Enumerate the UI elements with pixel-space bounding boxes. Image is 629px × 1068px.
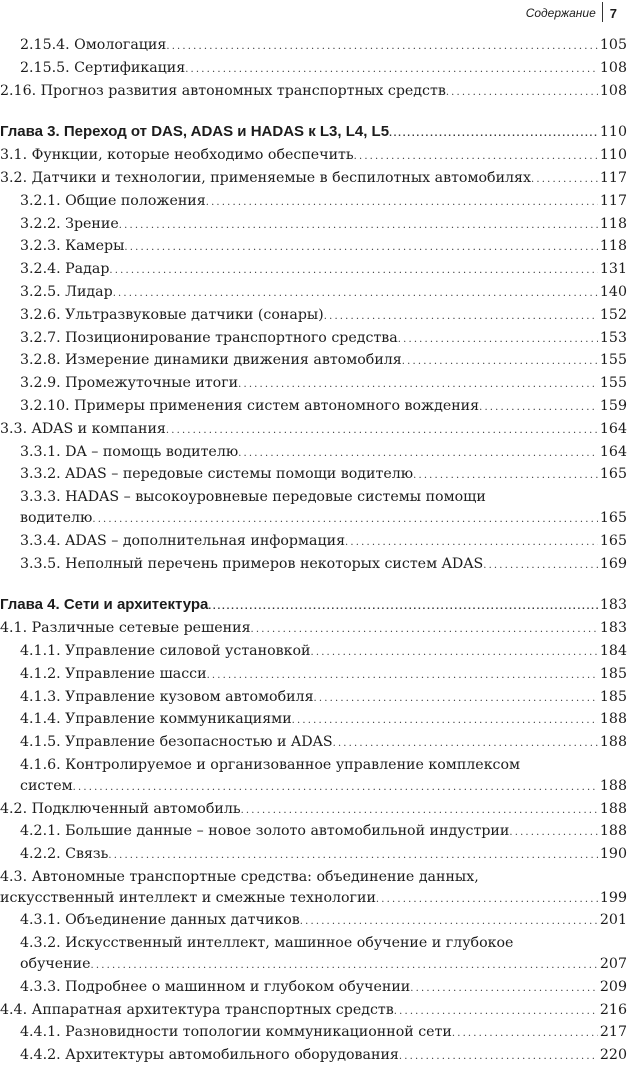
page-number: 7 — [609, 6, 617, 21]
toc-chapter-heading[interactable]: Глава 3. Переход от DAS, ADAS и HADAS к L3, L4, L5 . . . 110 — [0, 122, 627, 145]
toc-entry[interactable]: 4.1.3. Управление кузовом автомобиля . . . 185 — [0, 687, 627, 710]
toc-entry-first-line[interactable]: 4.3.2. Искусственный интеллект, машинное обучение и глубокое — [20, 935, 514, 952]
running-header-title: Содержание — [525, 6, 596, 20]
toc-entry[interactable]: 4.1.2. Управление шасси . . . 185 — [0, 664, 627, 687]
toc-entry[interactable]: 3.2.2. Зрение . . . 118 — [0, 214, 627, 237]
toc-entry[interactable]: 3.2.3. Камеры . . . 118 — [0, 236, 627, 259]
toc-entry[interactable]: 4.1. Различные сетевые решения . . . 183 — [0, 618, 627, 641]
toc-entry[interactable]: 3.3.1. DA – помощь водителю . . . 164 — [0, 442, 627, 465]
toc-entry[interactable]: 4.2.2. Связь . . . 190 — [0, 844, 627, 867]
toc-entry[interactable]: 4.4.2. Архитектуры автомобильного оборудования . . . 220 — [0, 1045, 627, 1068]
toc-entry[interactable]: 3.2.5. Лидар . . . 140 — [0, 282, 627, 305]
header-divider — [602, 2, 603, 22]
toc-entry[interactable]: 4.1.1. Управление силовой установкой . . . 184 — [0, 641, 627, 664]
toc-entry[interactable]: 3.2.7. Позиционирование транспортного средства . . . 153 — [0, 328, 627, 351]
toc-entry[interactable]: 4.3.1. Объединение данных датчиков . . . 201 — [0, 910, 627, 933]
toc-entry[interactable]: 4.4. Аппаратная архитектура транспортных средств . . . 216 — [0, 1000, 627, 1023]
toc-entry[interactable]: 3.2.4. Радар . . . 131 — [0, 259, 627, 282]
toc-entry[interactable]: 4.1.4. Управление коммуникациями . . . 188 — [0, 709, 627, 732]
toc-entry[interactable]: 4.2. Подключенный автомобиль . . . 188 — [0, 799, 627, 822]
toc-entry-first-line[interactable]: 3.3.3. HADAS – высокоуровневые передовые системы помощи — [20, 489, 486, 506]
toc-entry-continuation[interactable]: водителю . . . 165 — [0, 508, 627, 531]
toc-entry[interactable]: 2.16. Прогноз развития автономных транспортных средств . . . 108 — [0, 81, 627, 104]
toc-entry[interactable]: 4.2.1. Большие данные – новое золото автомобильной индустрии . . . 188 — [0, 821, 627, 844]
toc-entry[interactable]: 4.4.1. Разновидности топологии коммуникационной сети . . . 217 — [0, 1022, 627, 1045]
toc-entry[interactable]: 2.15.5. Сертификация . . . 108 — [0, 58, 627, 81]
toc-entry[interactable]: 3.2. Датчики и технологии, применяемые в беспилотных автомобилях . . . 117 — [0, 168, 627, 191]
running-header — [526, 0, 629, 34]
toc-entry[interactable]: 3.1. Функции, которые необходимо обеспечить . . . 110 — [0, 145, 627, 168]
toc-entry-continuation[interactable]: обучение . . . 207 — [0, 954, 627, 977]
toc-entry[interactable]: 3.3.2. ADAS – передовые системы помощи водителю . . . 165 — [0, 464, 627, 487]
table-of-contents — [0, 35, 627, 1068]
toc-entry[interactable]: 3.2.6. Ультразвуковые датчики (сонары) . . . 152 — [0, 305, 627, 328]
toc-entry[interactable]: 3.3.4. ADAS – дополнительная информация . . . 165 — [0, 531, 627, 554]
toc-chapter-heading[interactable]: Глава 4. Сети и архитектура . . . 183 — [0, 595, 627, 618]
toc-entry[interactable]: 4.1.5. Управление безопасностью и ADAS . . . 188 — [0, 732, 627, 755]
toc-entry-continuation[interactable]: систем . . . 188 — [0, 776, 627, 799]
toc-entry[interactable]: 3.2.1. Общие положения . . . 117 — [0, 191, 627, 214]
toc-entry[interactable]: 4.3.3. Подробнее о машинном и глубоком обучении . . . 209 — [0, 977, 627, 1000]
toc-entry[interactable]: 3.3.5. Неполный перечень примеров некоторых систем ADAS . . . 169 — [0, 554, 627, 577]
toc-entry[interactable]: 3.3. ADAS и компания . . . 164 — [0, 419, 627, 442]
toc-entry-continuation[interactable]: искусственный интеллект и смежные технологии . . . 199 — [0, 888, 627, 911]
toc-entry[interactable]: 3.2.9. Промежуточные итоги . . . 155 — [0, 373, 627, 396]
toc-entry[interactable]: 3.2.10. Примеры применения систем автономного вождения . . . 159 — [0, 396, 627, 419]
toc-entry-first-line[interactable]: 4.1.6. Контролируемое и организованное управление комплексом — [20, 756, 521, 773]
toc-entry[interactable]: 2.15.4. Омологация . . . 105 — [0, 35, 627, 58]
toc-entry-first-line[interactable]: 4.3. Автономные транспортные средства: объединение данных, — [0, 868, 479, 885]
toc-entry[interactable]: 3.2.8. Измерение динамики движения автомобиля . . . 155 — [0, 350, 627, 373]
